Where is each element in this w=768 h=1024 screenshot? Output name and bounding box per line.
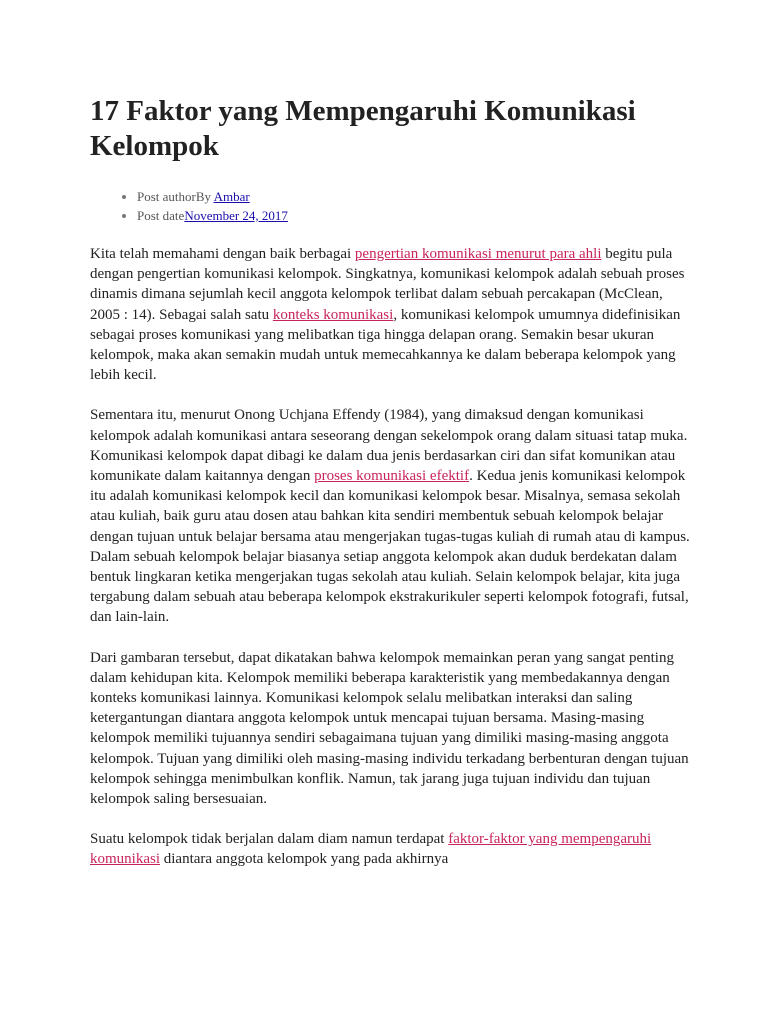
link-proses-komunikasi-efektif[interactable]: proses komunikasi efektif <box>314 468 470 485</box>
page-title: 17 Faktor yang Mempengaruhi Komunikasi Kelompok <box>90 95 636 162</box>
post-meta <box>90 187 690 225</box>
date-link[interactable]: November 24, 2017 <box>184 208 288 223</box>
link-faktor-faktor[interactable]: faktor-faktor yang mempengaruhi komunikasi <box>90 831 652 868</box>
paragraph-text: Dari gambaran tersebut, dapat dikatakan bahwa kelompok memainkan peran yang sangat penting dalam kehidupan kita. Kelompok memiliki beberapa karakteristik yang membedakannya dengan konteks komunikasi lainnya. Komunikasi kelompok selalu melibatkan interaksi dan saling ketergantungan diantara anggota kelompok untuk mencapai tujuan bersama. Masing-masing kelompok memiliki tujuannya sendiri sebagaimana tujuan yang dimiliki masing-masing anggota kelompok. Tujuan yang dimiliki oleh masing-masing individu terkadang berbenturan dengan tujuan kelompok sehingga menimbulkan konflik. Namun, tak jarang juga tujuan individu dan tujuan kelompok saling bersesuaian. <box>90 649 689 808</box>
paragraph-text: begitu pula dengan pengertian komunikasi kelompok. Singkatnya, komunikasi kelompok adalah sebuah proses dinamis dimana sejumlah kecil anggota kelompok terlibat dalam sebuah percakapan (McClean, 2005 : 14). Sebagai salah satu <box>90 246 685 323</box>
author-link[interactable]: Ambar <box>213 189 250 204</box>
paragraph-text: , komunikasi kelompok umumnya didefinisikan sebagai proses komunikasi yang melibatkan tiga hingga delapan orang. Semakin besar ukuran kelompok, maka akan semakin mudah untuk memecahkannya ke dalam beberapa kelompok yang lebih kecil. <box>90 306 681 384</box>
post-author-label: Post author <box>137 189 196 204</box>
article <box>90 94 690 890</box>
paragraph-text: Kita telah memahami dengan baik berbagai <box>90 246 355 262</box>
post-date <box>137 206 690 225</box>
paragraph-text: diantara anggota kelompok yang pada akhirnya <box>160 851 449 868</box>
paragraph-text: Sementara itu, menurut Onong Uchjana Effendy (1984), yang dimaksud dengan komunikasi kelompok adalah komunikasi antara seseorang dengan sekelompok orang dalam situasi tatap muka. Komunikasi kelompok dapat dibagi ke dalam dua jenis berdasarkan ciri dan sifat komunikan atau komunikate dalam kaitannya dengan <box>90 407 688 485</box>
paragraph-4 <box>90 829 690 869</box>
link-pengertian-komunikasi[interactable]: pengertian komunikasi menurut para ahli <box>354 246 602 262</box>
post-date-label: Post date <box>137 208 185 223</box>
paragraph-2 <box>90 405 690 627</box>
post-author <box>137 187 690 206</box>
paragraph-text: . Kedua jenis komunikasi kelompok itu adalah komunikasi kelompok kecil dan komunikasi kelompok besar. Misalnya, semasa sekolah atau kuliah, baik guru atau dosen atau bahkan kita sendiri membentuk sebuah kelompok belajar dengan tujuan untuk belajar bersama atau mengerjakan tugas-tugas kuliah di rumah atau di kampus. Dalam sebuah kelompok belajar biasanya setiap anggota kelompok akan duduk berdekatan dalam bentuk lingkaran ketika mengerjakan tugas sekolah atau kuliah. Selain kelompok belajar, kita juga tergabung dalam sebuah atau beberapa kelompok ekstrakurikuler seperti kelompok fotografi, futsal, dan lain-lain. <box>90 468 690 626</box>
paragraph-1 <box>90 244 690 385</box>
link-konteks-komunikasi[interactable]: konteks komunikasi <box>272 306 394 323</box>
post-author-by: By <box>195 189 214 204</box>
paragraph-text: Suatu kelompok tidak berjalan dalam diam namun terdapat <box>90 831 449 848</box>
paragraph-3 <box>90 648 690 810</box>
